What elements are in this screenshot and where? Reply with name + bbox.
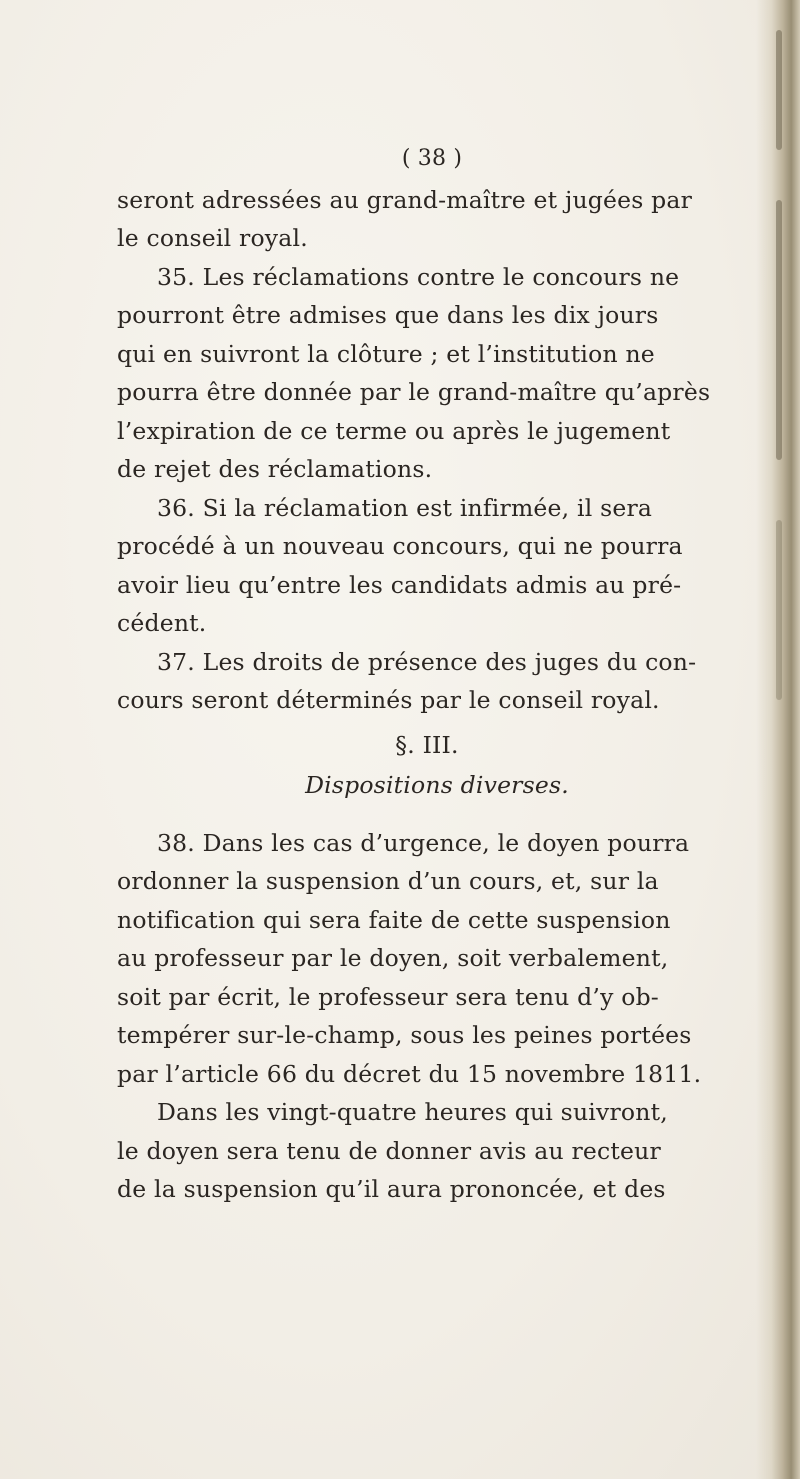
article-36-line: avoir lieu qu’entre les candidats admis au pré- [117,570,682,599]
article-38-line: par l’article 66 du décret du 15 novembre 1811. [117,1059,702,1088]
section-title: Dispositions diverses. [305,770,569,799]
article-35-line: 35. Les réclamations contre le concours ne [157,262,680,291]
article-37-line: 37. Les droits de présence des juges du con- [157,647,697,676]
section-number: §. III. [395,730,459,759]
article-38-line: soit par écrit, le professeur sera tenu d’y ob- [117,982,659,1011]
article-38-line: au professeur par le doyen, soit verbalement, [117,944,669,972]
article-37-line: cours seront déterminés par le conseil royal. [117,686,660,714]
article-38-line: 38. Dans les cas d’urgence, le doyen pourra [157,828,690,857]
article-36-line: 36. Si la réclamation est infirmée, il sera [157,493,653,522]
article-38-line: de la suspension qu’il aura prononcée, et des [117,1175,666,1203]
page-number: ( 38 ) [401,146,463,171]
article-38-line: tempérer sur-le-champ, sous les peines portées [117,1021,692,1049]
page-text [117,140,767,1209]
page-edge-streak [776,520,782,700]
article-35-line: pourra être donnée par le grand-maître qu’après [117,378,711,406]
text-line: seront adressées au grand-maître et jugées par [117,185,693,214]
article-35-line: qui en suivront la clôture ; et l’institution ne [117,339,655,368]
article-38-line: le doyen sera tenu de donner avis au recteur [117,1136,661,1165]
article-38-line: Dans les vingt-quatre heures qui suivront, [157,1098,668,1126]
article-35-line: de rejet des réclamations. [117,455,433,483]
page-edge-streak [776,30,782,150]
article-36-line: procédé à un nouveau concours, qui ne pourra [117,532,683,560]
text-line: le conseil royal. [117,224,308,252]
article-36-line: cédent. [117,609,207,637]
article-35-line: pourront être admises que dans les dix jours [117,301,659,329]
page-edge-streak [776,200,782,460]
article-38-line: notification qui sera faite de cette suspension [117,905,671,934]
article-38-line: ordonner la suspension d’un cours, et, sur la [117,867,659,895]
article-35-line: l’expiration de ce terme ou après le jugement [117,416,671,445]
